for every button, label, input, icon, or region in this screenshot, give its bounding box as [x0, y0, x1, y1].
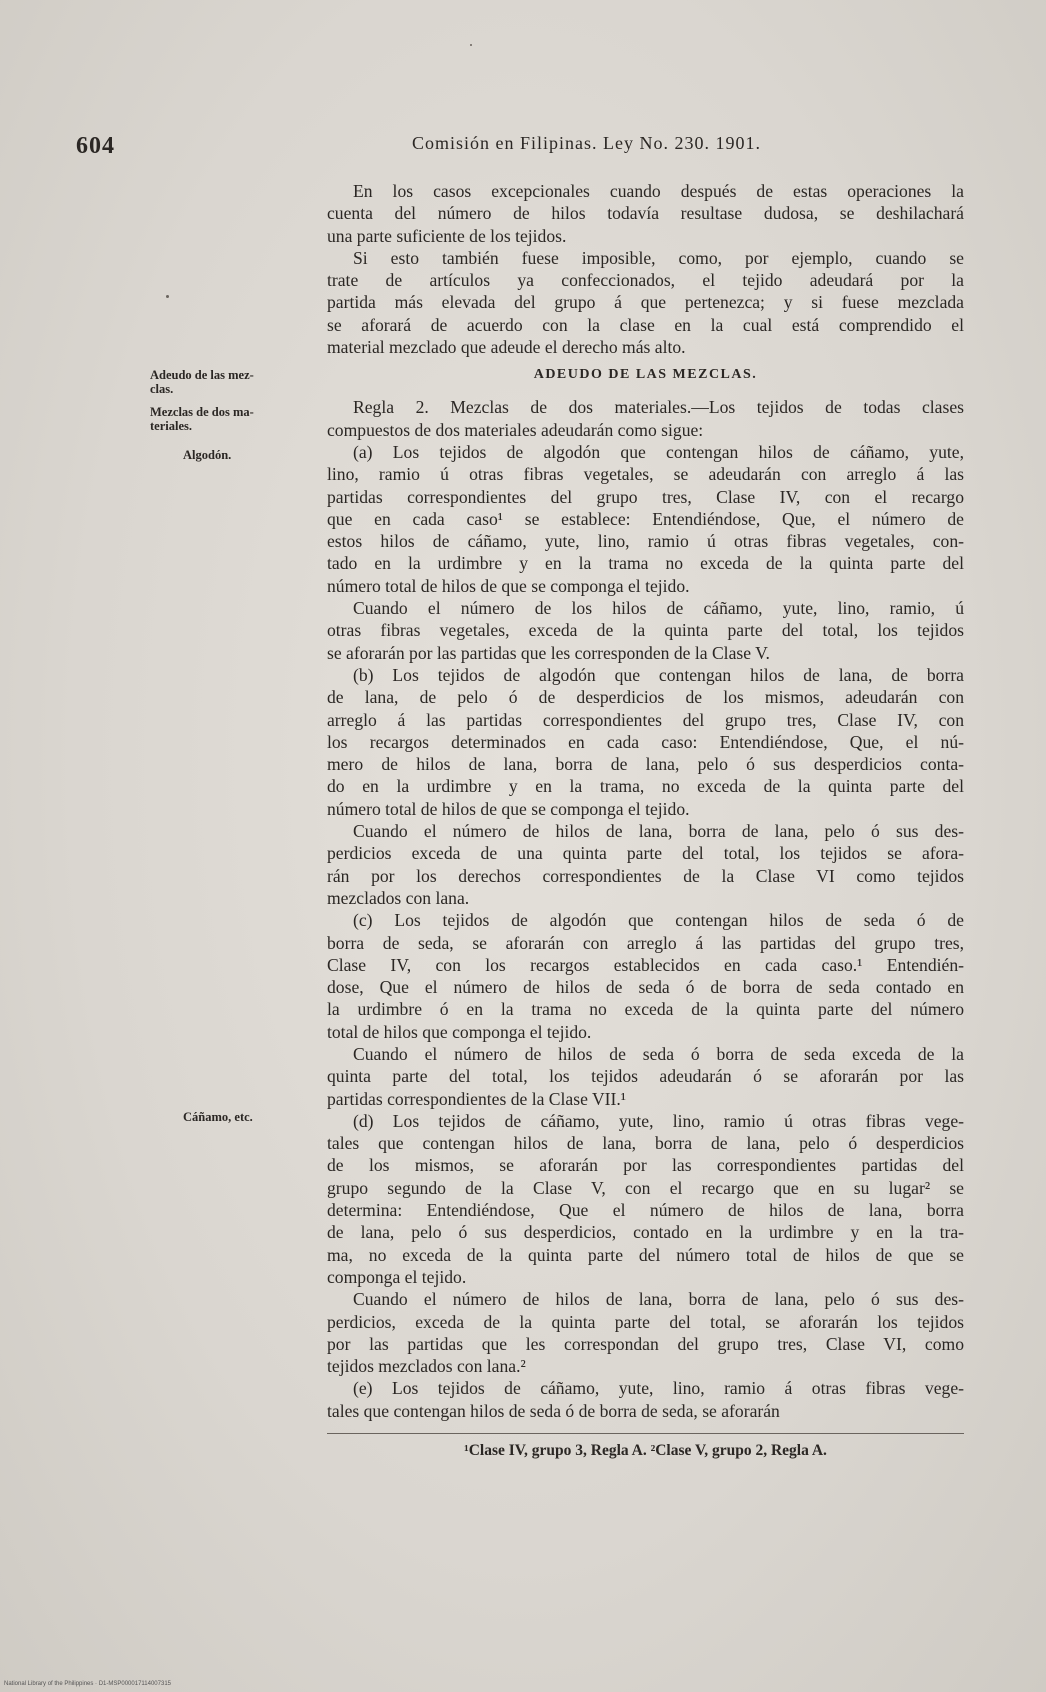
text-line: ma, no exceda de la quinta parte del número total de hilos de que se [327, 1244, 964, 1265]
page-number: 604 [76, 133, 115, 159]
text-line: Clase IV, con los recargos establecidos en cada caso.¹ Entendién- [327, 954, 964, 975]
margin-note-line: clas. [150, 382, 174, 396]
paper-speck [470, 44, 472, 46]
text-line: por las partidas que les correspondan del grupo tres, Clase VI, como [327, 1333, 964, 1354]
paragraph-block-1 [327, 180, 964, 358]
text-line: perdicios, exceda de la quinta parte del total, se aforarán los tejidos [327, 1311, 964, 1332]
text-line: rán por los derechos correspondientes de la Clase VI como tejidos [327, 865, 964, 886]
text-line: tales que contengan hilos de lana, borra de lana, pelo ó desperdicios [327, 1133, 964, 1154]
text-line: (e) Los tejidos de cáñamo, yute, lino, ramio á otras fibras vege- [353, 1378, 964, 1399]
text-line: estos hilos de cáñamo, yute, lino, ramio ú otras fibras vegetales, con- [327, 531, 964, 552]
text-line: material mezclado que adeude el derecho más alto. [327, 337, 686, 358]
text-line: En los casos excepcionales cuando después de estas operaciones la [353, 181, 964, 201]
text-line: una parte suficiente de los tejidos. [327, 225, 567, 246]
text-line: quinta parte del total, los tejidos adeudarán ó se aforarán por las [327, 1066, 964, 1087]
footnote-rule [327, 1433, 964, 1434]
text-line: Cuando el número de los hilos de cáñamo, yute, lino, ramio, ú [353, 598, 964, 619]
text-line: que en cada caso¹ se establece: Entendiéndose, Que, el número de [327, 508, 964, 529]
text-line: borra de seda, se aforarán con arreglo á las partidas del grupo tres, [327, 932, 964, 953]
text-line: grupo segundo de la Clase V, con el recargo que en su lugar² se [327, 1177, 964, 1198]
text-line: tejidos mezclados con lana.² [327, 1356, 526, 1377]
text-line: Cuando el número de hilos de seda ó borra de seda exceda de la [353, 1043, 964, 1064]
text-line: tales que contengan hilos de seda ó de borra de seda, se aforarán [327, 1400, 780, 1421]
text-line: tado en la urdimbre y en la trama no exceda de la quinta parte del [327, 553, 964, 574]
text-line: se aforarán por las partidas que les corresponden de la Clase V. [327, 642, 770, 663]
text-line: mero de hilos de lana, borra de lana, pelo ó sus desperdicios conta- [327, 754, 964, 775]
text-line: de los mismos, se aforarán por las correspondientes partidas del [327, 1155, 964, 1176]
footer-credit: National Library of the Philippines · D1-MSP000017114007315 [4, 1681, 171, 1687]
text-line: Cuando el número de hilos de lana, borra de lana, pelo ó sus des- [353, 821, 964, 842]
margin-note-adeudo [150, 368, 320, 396]
text-line: componga el tejido. [327, 1266, 467, 1287]
text-line: se aforará de acuerdo con la clase en la cual está comprendido el [327, 314, 964, 335]
text-line: número total de hilos de que se componga el tejido. [327, 575, 690, 596]
text-line: cuenta del número de hilos todavía resultase dudosa, se deshilachará [327, 203, 964, 224]
text-line: (b) Los tejidos de algodón que contengan hilos de lana, de borra [353, 664, 964, 685]
text-line: (a) Los tejidos de algodón que contengan hilos de cáñamo, yute, [353, 441, 964, 462]
text-line: (c) Los tejidos de algodón que contengan hilos de seda ó de [353, 910, 964, 931]
margin-note-line: Cáñamo, etc. [183, 1110, 253, 1124]
text-line: determina: Entendiéndose, Que el número de hilos de lana, borra [327, 1200, 964, 1221]
paragraph-block-2 [327, 396, 964, 1422]
text-line: los recargos determinados en cada caso: Entendiéndose, Que, el nú- [327, 731, 964, 752]
text-line: la urdimbre ó en la trama no exceda de la quinta parte del número [327, 999, 964, 1020]
text-line: de lana, pelo ó sus desperdicios, contado en la urdimbre y en la tra- [327, 1222, 964, 1243]
running-head: Comisión en Filipinas. Ley No. 230. 1901. [412, 133, 761, 153]
margin-note-line: teriales. [150, 419, 192, 433]
text-line: Si esto también fuese imposible, como, por ejemplo, cuando se [353, 247, 964, 268]
text-line: de lana, de pelo ó de desperdicios de los mismos, adeudarán con [327, 687, 964, 708]
footnote: ¹Clase IV, grupo 3, Regla A. ²Clase V, grupo 2, Regla A. [464, 1442, 827, 1459]
text-line: número total de hilos de que se componga el tejido. [327, 798, 690, 819]
text-line: trate de artículos ya confeccionados, el tejido adeudará por la [327, 270, 964, 291]
text-line: partida más elevada del grupo á que pertenezca; y si fuese mezclada [327, 292, 964, 313]
margin-note-line: Adeudo de las mez- [150, 368, 254, 382]
text-line: partidas correspondientes de la Clase VII.¹ [327, 1088, 627, 1109]
text-line: perdicios exceda de una quinta parte del total, los tejidos se afora- [327, 843, 964, 864]
text-line: Cuando el número de hilos de lana, borra de lana, pelo ó sus des- [353, 1289, 964, 1310]
text-line: compuestos de dos materiales adeudarán como sigue: [327, 419, 704, 440]
text-line: lino, ramio ú otras fibras vegetales, se adeudarán con arreglo á las [327, 464, 964, 485]
text-line: dose, Que el número de hilos de seda ó de borra de seda contado en [327, 977, 964, 998]
text-line: arreglo á las partidas correspondientes del grupo tres, Clase IV, con [327, 709, 964, 730]
text-line: partidas correspondientes del grupo tres, Clase IV, con el recargo [327, 486, 964, 507]
text-line: total de hilos que componga el tejido. [327, 1021, 592, 1042]
margin-note-line: Algodón. [183, 448, 232, 462]
text-line: (d) Los tejidos de cáñamo, yute, lino, ramio ú otras fibras vege- [353, 1110, 964, 1131]
text-line: mezclados con lana. [327, 887, 470, 908]
main-text [327, 180, 964, 1422]
text-line: Regla 2. Mezclas de dos materiales.—Los tejidos de todas clases [353, 397, 964, 418]
margin-note-line: Mezclas de dos ma- [150, 405, 254, 419]
margin-note-mezclas [150, 405, 320, 433]
text-line: do en la urdimbre y en la trama, no exceda de la quinta parte del [327, 776, 964, 797]
text-line: otras fibras vegetales, exceda de la quinta parte del total, los tejidos [327, 620, 964, 641]
section-heading: ADEUDO DE LAS MEZCLAS. [533, 367, 758, 383]
paper-speck [166, 295, 169, 298]
